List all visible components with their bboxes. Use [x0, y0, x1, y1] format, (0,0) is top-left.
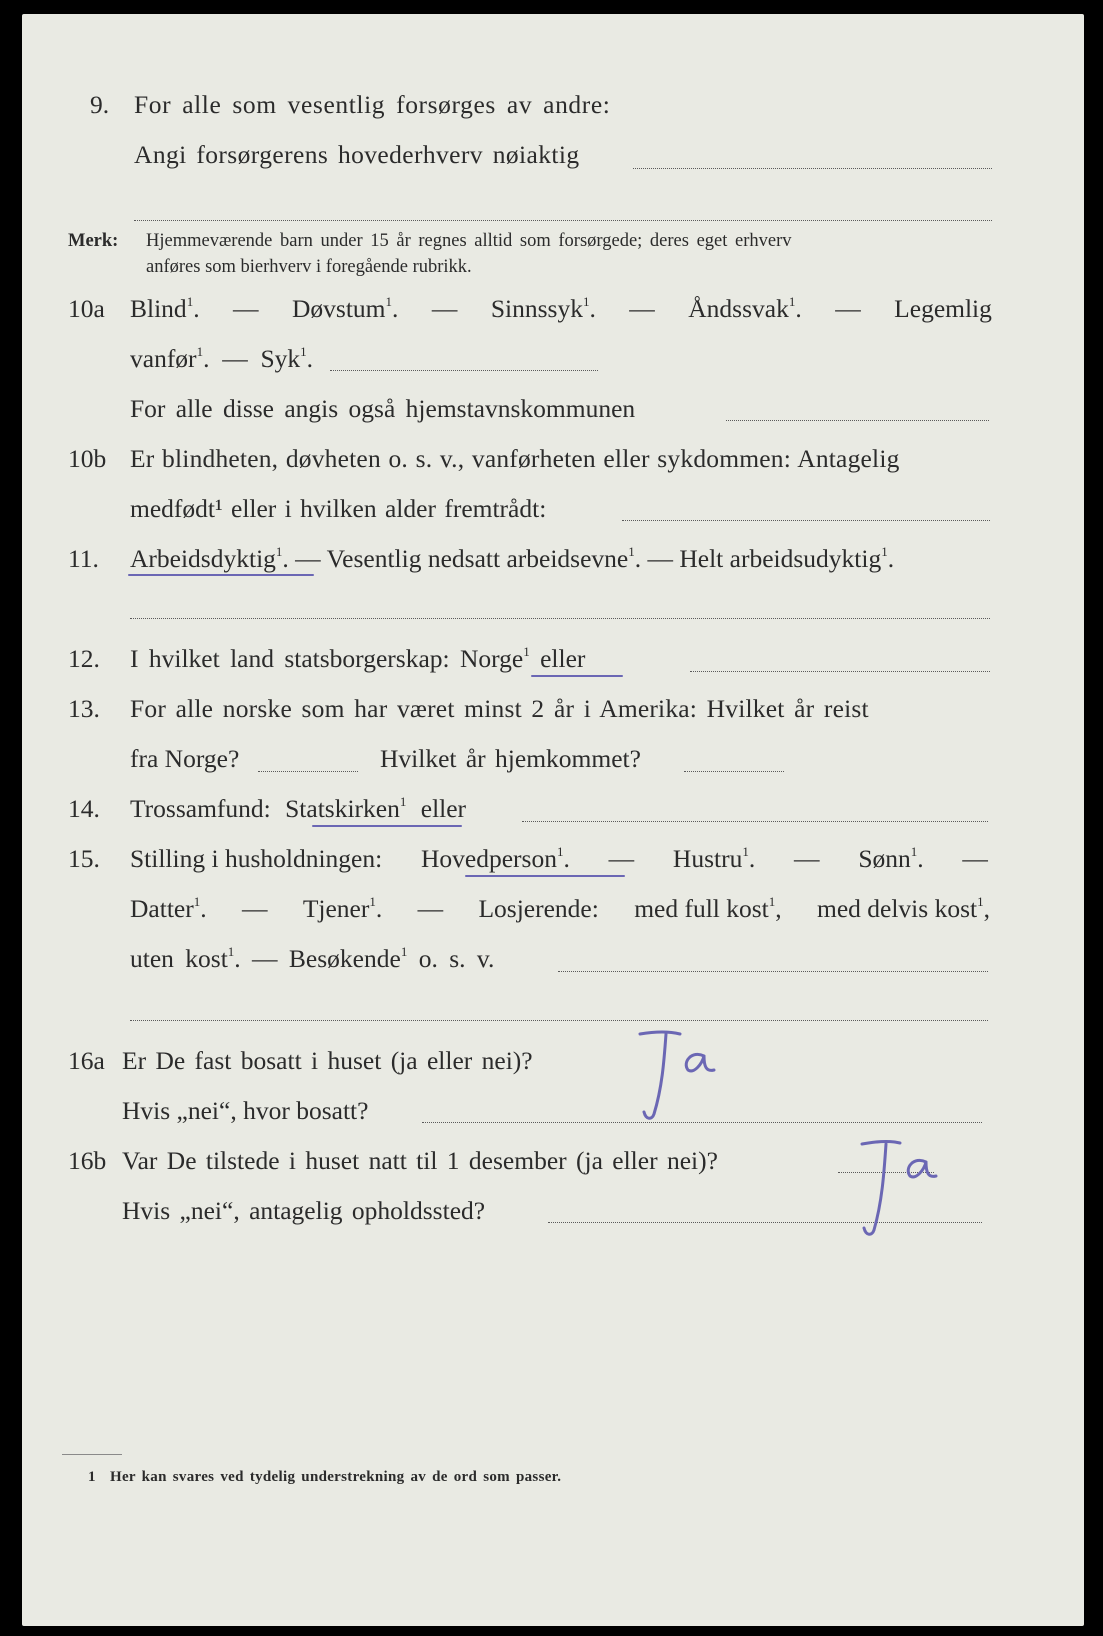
q16b-line2: Hvis „nei“, antagelig opholdssted?	[122, 1196, 486, 1225]
option-sinnssyk: Sinnssyk$^1$.	[490, 294, 596, 323]
option-andssvak: Åndssvak$^1$.	[688, 294, 802, 323]
q15-line1: Stilling i husholdningen: Hovedperson$^1$. — Hustru$^1$. — Sønn$^1$. —	[130, 844, 988, 873]
q11-pen-underline	[128, 574, 314, 576]
q13-line1: For alle norske som har været minst 2 år i Amerika: Hvilket år reist	[130, 694, 869, 723]
q10a-line2: vanfør$^1$. — Syk$^1$.	[130, 344, 313, 373]
q9-line2: Angi forsørgerens hovederhverv nøiaktig	[134, 140, 580, 169]
q11-line1: Arbeidsdyktig$^1$. — Vesentlig nedsatt arbeidsevne$^1$. — Helt arbeidsudyktig$^1$.	[130, 544, 895, 573]
q14-answer-line[interactable]	[522, 821, 988, 822]
q13-hjemkommet-line[interactable]	[684, 771, 784, 772]
q10a-line3: For alle disse angis også hjemstavnskommunen	[130, 394, 636, 423]
q10b-line1: Er blindheten, døvheten o. s. v., vanførheten eller sykdommen: Antagelig	[130, 444, 900, 473]
q16b-number: 16b	[68, 1146, 107, 1175]
q12-pen-underline	[531, 675, 623, 677]
q14-pen-underline	[312, 825, 462, 827]
q9-number: 9.	[90, 90, 110, 119]
q10a-line1: Blind$^1$. — Døvstum$^1$. — Sinnssyk$^1$. — Åndssvak$^1$. — Legemlig	[130, 294, 992, 323]
q9-answer-line[interactable]	[633, 168, 992, 169]
q10b-answer-line[interactable]	[622, 520, 990, 521]
q12-line: I hvilket land statsborgerskap: Norge$^1$ eller	[130, 644, 586, 673]
q13-line2a: fra Norge?	[130, 744, 240, 773]
q15-answer-line-2[interactable]	[130, 1020, 988, 1021]
q10a-hjemstavn-line[interactable]	[726, 420, 989, 421]
footnote-rule	[62, 1454, 122, 1455]
q13-number: 13.	[68, 694, 100, 723]
q15-line3: uten kost$^1$. — Besøkende$^1$ o. s. v.	[130, 944, 495, 973]
q9-answer-line-2[interactable]	[134, 220, 992, 221]
q13-line2b: Hvilket år hjemkommet?	[380, 744, 641, 773]
merk-label: Merk:	[68, 231, 119, 251]
option-blind: Blind$^1$.	[130, 294, 200, 323]
q16b-handwritten-answer	[842, 1134, 942, 1244]
q16a-number: 16a	[68, 1046, 105, 1075]
q14-line: Trossamfund: Statskirken$^1$ eller	[130, 794, 467, 823]
option-legemlig: Legemlig	[894, 294, 992, 323]
q14-number: 14.	[68, 794, 100, 823]
q11-number: 11.	[68, 544, 99, 573]
q12-answer-line[interactable]	[690, 671, 990, 672]
q15-pen-underline	[465, 875, 625, 877]
q16b-line1: Var De tilstede i huset natt til 1 desember (ja eller nei)?	[122, 1146, 718, 1175]
census-form-page	[22, 14, 1084, 1626]
q12-number: 12.	[68, 644, 100, 673]
footnote-text: Her kan svares ved tydelig understrekning av de ord som passer.	[110, 1469, 562, 1485]
q16a-line1: Er De fast bosatt i huset (ja eller nei)?	[122, 1046, 533, 1075]
q10b-number: 10b	[68, 444, 107, 473]
q16a-line2: Hvis „nei“, hvor bosatt?	[122, 1096, 369, 1125]
merk-line2: anføres som bierhverv i foregående rubrikk.	[146, 257, 472, 277]
footnote-mark: 1	[88, 1469, 96, 1485]
option-dovstum: Døvstum$^1$.	[292, 294, 399, 323]
q11-answer-line[interactable]	[130, 618, 990, 619]
q9-line1: For alle som vesentlig forsørges av andre:	[134, 90, 611, 119]
q16a-handwritten-answer	[622, 1026, 722, 1126]
q10b-line2: medfødt¹ eller i hvilken alder fremtrådt:	[130, 494, 547, 523]
q15-line2: Datter$^1$. — Tjener$^1$. — Losjerende: med full kost$^1$, med delvis kost$^1$,	[130, 894, 990, 923]
q10a-number: 10a	[68, 294, 105, 323]
q15-number: 15.	[68, 844, 100, 873]
merk-line1: Hjemmeværende barn under 15 år regnes alltid som forsørgede; deres eget erhverv	[146, 231, 792, 251]
q10a-answer-line[interactable]	[330, 370, 598, 371]
q13-reist-line[interactable]	[258, 771, 358, 772]
q15-answer-line[interactable]	[558, 971, 988, 972]
